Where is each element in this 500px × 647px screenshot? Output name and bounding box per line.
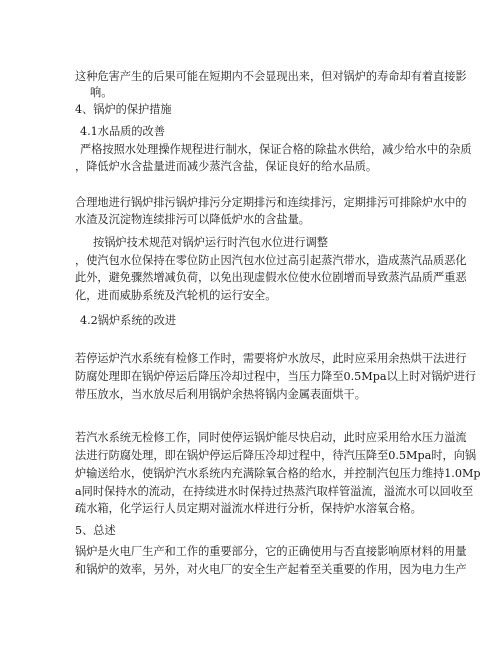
text-line: 化，进而威胁系统及汽轮机的运行安全。	[75, 289, 277, 302]
text-line: 锅炉是火电厂生产和工作的重要部分，它的正确使用与否直接影响原材料的用量	[75, 545, 467, 558]
text-line: 严格按照水处理操作规程进行制水，保证合格的除盐水供给，减少给水中的杂质	[80, 143, 472, 156]
text-line: 若汽水系统无检修工作，同时使停运锅炉能尽快启动，此时应采用给水压力溢流	[75, 431, 467, 444]
text-line: 水渣及沉淀物连续排污可以降低炉水的含盐量。	[75, 213, 310, 226]
text-line: ，使汽包水位保持在零位防止因汽包水位过高引起蒸汽带水，造成蒸汽品质恶化	[75, 254, 467, 267]
text-line: 若停运炉汽水系统有检修工作时，需要将炉水放尽，此时应采用余热烘干法进行	[75, 352, 467, 365]
text-line: 响。	[90, 86, 113, 99]
subsection-heading: 4.2锅炉系统的改进	[80, 314, 177, 327]
section-heading: 4、锅炉的保护措施	[75, 103, 172, 116]
text-line: ，降低炉水含盐量进而减少蒸汽含盐，保证良好的给水品质。	[75, 160, 378, 173]
text-line: 防腐处理即在锅炉停运后降压冷却过程中，当压力降至0.5Mpa以上时对锅炉进行	[75, 370, 477, 383]
text-line: 炉输送给水，使锅炉汽水系统内充满除氧合格的给水，并控制汽包压力维持1.0Mp	[75, 467, 481, 480]
text-line: 按锅炉技术规范对锅炉运行时汽包水位进行调整	[93, 236, 328, 249]
subsection-heading: 4.1水品质的改善	[80, 125, 165, 138]
text-line: a同时保持水的流动，在持续进水时保持过热蒸汽取样管溢流，溢流水可以回收至	[75, 485, 474, 498]
text-line: 和锅炉的效率，另外，对火电厂的安全生产起着至关重要的作用，因为电力生产	[75, 563, 467, 576]
text-line: 疏水箱，化学运行人员定期对溢流水样进行分析，保持炉水溶氧合格。	[75, 502, 422, 515]
text-line: 带压放水，当水放尽后利用锅炉余热将锅内金属表面烘干。	[75, 388, 366, 401]
text-line: 法进行防腐处理，即在锅炉停运后降压冷却过程中，待汽压降至0.5Mpa时，向锅	[75, 449, 477, 462]
text-line: 合理地进行锅炉排污锅炉排污分定期排污和连续排污，定期排污可排除炉水中的	[75, 196, 467, 209]
text-line: 此外，避免骤然增减负荷，以免出现虚假水位使水位剧增而导致蒸汽品质严重恶	[75, 271, 467, 284]
text-line: 这种危害产生的后果可能在短期内不会显现出来，但对锅炉的寿命却有着直接影	[75, 70, 467, 83]
section-heading: 5、总述	[75, 524, 116, 537]
